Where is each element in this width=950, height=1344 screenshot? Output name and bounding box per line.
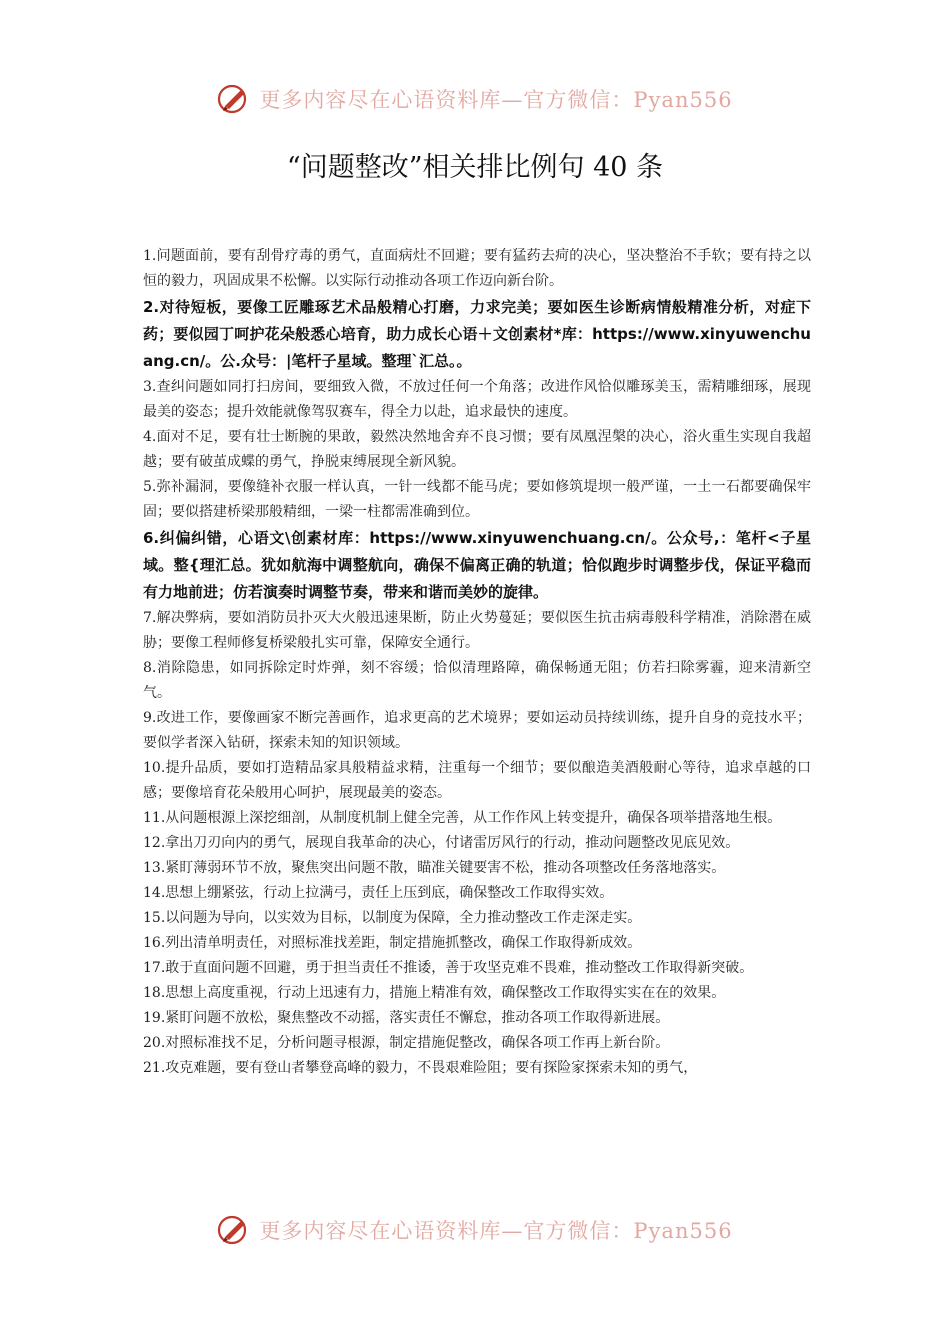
example-sentence: 4.面对不足，要有壮士断腕的果敢，毅然决然地舍弃不良习惯；要有凤凰涅槃的决心，浴火重生实现自我超越；要有破茧成蝶的勇气，挣脱束缚展现全新风貌。	[143, 429, 811, 470]
example-sentence: 8.消除隐患，如同拆除定时炸弹，刻不容缓；恰似清理路障，确保畅通无阻；仿若扫除雾霾，迎来清新空气。	[143, 660, 811, 701]
page-title: “问题整改”相关排比例句 40 条	[286, 152, 664, 183]
example-sentence: 13.紧盯薄弱环节不放，聚焦突出问题不散，瞄准关键要害不松，推动各项整改任务落地落实。	[143, 860, 726, 876]
example-sentence: 14.思想上绷紧弦，行动上拉满弓，责任上压到底，确保整改工作取得实效。	[143, 885, 614, 901]
example-sentence: 6.纠偏纠错，心语文\创素材库：https://www.xinyuwenchuang.cn/。公众号,：笔杆<子星域。整{理汇总。犹如航海中调整航向，确保不偏离正确的轨道；恰似跑步时调整步伐，保证平稳而有力地前进；仿若演奏时调整节奏，带来和谐而美妙的旋律。	[143, 529, 811, 601]
watermark-text: 更多内容尽在心语资料库—官方微信：Pyan556	[259, 88, 733, 112]
example-sentence: 2.对待短板，要像工匠雕琢艺术品般精心打磨，力求完美；要如医生诊断病情般精准分析，对症下药；要似园丁呵护花朵般悉心培育，助力成长心语＋文创素材*库：https://www.xinyuwenchuang.cn/。公.众号：|笔杆子星域。整理`汇总。。	[143, 298, 811, 370]
example-sentence: 18.思想上高度重视，行动上迅速有力，措施上精准有效，确保整改工作取得实实在在的效果。	[143, 985, 726, 1001]
example-sentence: 11.从问题根源上深挖细剖，从制度机制上健全完善，从工作作风上转变提升，确保各项举措落地生根。	[143, 810, 782, 826]
example-sentence: 15.以问题为导向，以实效为目标，以制度为保障，全力推动整改工作走深走实。	[143, 910, 642, 926]
example-sentence: 16.列出清单明责任，对照标准找差距，制定措施抓整改，确保工作取得新成效。	[143, 935, 642, 951]
pen-logo-icon	[217, 1213, 251, 1247]
example-sentence: 5.弥补漏洞，要像缝补衣服一样认真，一针一线都不能马虎；要如修筑堤坝一般严谨，一土一石都要确保牢固；要似搭建桥梁那般精细，一梁一柱都需准确到位。	[143, 479, 811, 520]
example-sentence: 1.问题面前，要有刮骨疗毒的勇气，直面病灶不回避；要有猛药去疴的决心，坚决整治不手软；要有持之以恒的毅力，巩固成果不松懈。以实际行动推动各项工作迈向新台阶。	[143, 248, 811, 289]
example-sentence: 12.拿出刀刃向内的勇气，展现自我革命的决心，付诸雷厉风行的行动，推动问题整改见底见效。	[143, 835, 740, 851]
example-sentence: 21.攻克难题，要有登山者攀登高峰的毅力，不畏艰难险阻；要有探险家探索未知的勇气，	[143, 1060, 698, 1076]
pen-logo-icon	[217, 82, 251, 116]
watermark-text: 更多内容尽在心语资料库—官方微信：Pyan556	[259, 1219, 733, 1243]
example-sentence-list	[143, 244, 811, 1081]
example-sentence: 17.敢于直面问题不回避，勇于担当责任不推诿，善于攻坚克难不畏难，推动整改工作取得新突破。	[143, 960, 754, 976]
example-sentence: 10.提升品质，要如打造精品家具般精益求精，注重每一个细节；要似酿造美酒般耐心等待，追求卓越的口感；要像培育花朵般用心呵护，展现最美的姿态。	[143, 760, 811, 801]
example-sentence: 7.解决弊病，要如消防员扑灭大火般迅速果断，防止火势蔓延；要似医生抗击病毒般科学精准，消除潜在威胁；要像工程师修复桥梁般扎实可靠，保障安全通行。	[143, 610, 811, 651]
header-watermark-banner	[0, 74, 950, 124]
example-sentence: 9.改进工作，要像画家不断完善画作，追求更高的艺术境界；要如运动员持续训练，提升自身的竞技水平；要似学者深入钻研，探索未知的知识领域。	[143, 710, 811, 751]
example-sentence: 20.对照标准找不足，分析问题寻根源，制定措施促整改，确保各项工作再上新台阶。	[143, 1035, 670, 1051]
example-sentence: 3.查纠问题如同打扫房间，要细致入微，不放过任何一个角落；改进作风恰似雕琢美玉，需精雕细琢，展现最美的姿态；提升效能就像驾驭赛车，得全力以赴，追求最快的速度。	[143, 379, 811, 420]
footer-watermark-banner	[0, 1205, 950, 1255]
example-sentence: 19.紧盯问题不放松，聚焦整改不动摇，落实责任不懈怠，推动各项工作取得新进展。	[143, 1010, 670, 1026]
